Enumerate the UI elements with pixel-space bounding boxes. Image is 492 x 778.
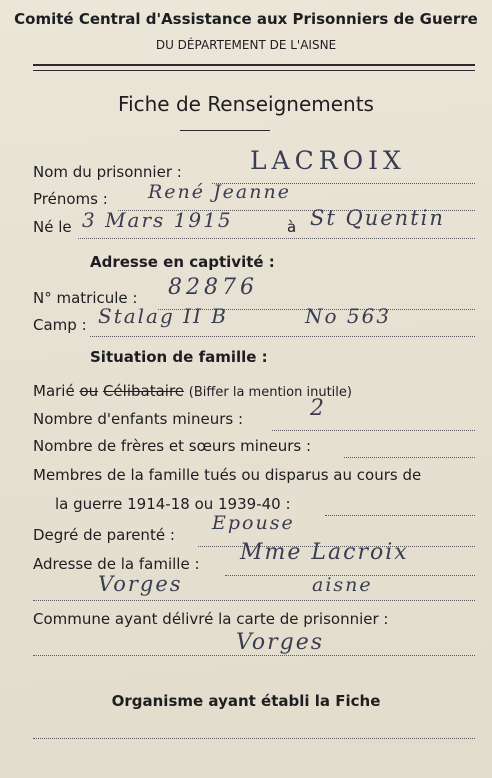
camp-label: Camp : bbox=[33, 316, 87, 334]
biffer-note: (Biffer la mention inutile) bbox=[188, 385, 352, 400]
header-rule-bottom bbox=[33, 70, 475, 71]
freres-label: Nombre de frères et sœurs mineurs : bbox=[33, 437, 311, 455]
enfants-value: 2 bbox=[310, 396, 326, 421]
celibataire-option: Célibataire bbox=[102, 382, 185, 400]
header-org: Comité Central d'Assistance aux Prisonniers de Guerre bbox=[14, 10, 478, 28]
freres-line bbox=[344, 457, 475, 458]
commune-label: Commune ayant délivré la carte de prisonnier : bbox=[33, 610, 389, 628]
ne-le-value: 3 Mars 1915 bbox=[82, 208, 233, 232]
commune-line bbox=[33, 655, 475, 656]
camp-value: Stalag II B bbox=[98, 304, 228, 328]
adresse-famille-label: Adresse de la famille : bbox=[33, 555, 200, 573]
prenoms-value: René Jeanne bbox=[148, 181, 291, 203]
organisme-heading: Organisme ayant établi la Fiche bbox=[111, 692, 381, 710]
header-rule-top bbox=[33, 64, 475, 66]
a-label: à bbox=[287, 218, 297, 236]
membres-label: Membres de la famille tués ou disparus au cours de bbox=[33, 466, 422, 484]
commune-value: Vorges bbox=[236, 630, 325, 655]
camp-line bbox=[90, 336, 475, 337]
guerre-label: la guerre 1914-18 ou 1939-40 : bbox=[55, 495, 291, 513]
ou-word: ou bbox=[79, 382, 99, 400]
situation-heading: Situation de famille : bbox=[90, 348, 268, 366]
organisme-line bbox=[33, 738, 475, 739]
prenoms-label: Prénoms : bbox=[33, 190, 108, 208]
marital-status-line bbox=[33, 382, 352, 400]
parente-value: Epouse bbox=[212, 512, 295, 534]
a-value: St Quentin bbox=[310, 206, 445, 230]
parente-label: Degré de parenté : bbox=[33, 526, 175, 544]
enfants-line bbox=[272, 430, 475, 431]
adresse-famille-value2b: aisne bbox=[312, 574, 373, 596]
guerre-line bbox=[325, 515, 475, 516]
ne-le-label: Né le bbox=[33, 218, 72, 236]
enfants-label: Nombre d'enfants mineurs : bbox=[33, 410, 244, 428]
adresse-famille-value2a: Vorges bbox=[98, 572, 183, 596]
nom-value: LACROIX bbox=[250, 146, 406, 175]
marie-option: Marié bbox=[33, 382, 75, 400]
camp-number-value: No 563 bbox=[305, 304, 392, 328]
adresse-captivite-heading: Adresse en captivité : bbox=[90, 253, 275, 271]
header-dept: DU DÉPARTEMENT DE L'AISNE bbox=[155, 38, 337, 52]
title-underline bbox=[180, 130, 270, 131]
adresse-famille-line2 bbox=[33, 600, 475, 601]
matricule-label: N° matricule : bbox=[33, 289, 138, 307]
adresse-famille-value1: Mme Lacroix bbox=[240, 540, 409, 565]
nom-label: Nom du prisonnier : bbox=[33, 163, 182, 181]
ne-le-line bbox=[78, 238, 475, 239]
page-title: Fiche de Renseignements bbox=[118, 92, 374, 116]
matricule-value: 82876 bbox=[168, 275, 258, 300]
